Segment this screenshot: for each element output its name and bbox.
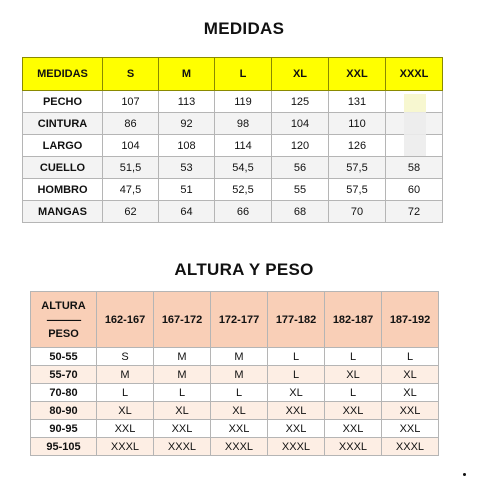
header-cell: XXL <box>329 58 386 91</box>
table-cell: XL <box>268 384 325 402</box>
row-label: 80-90 <box>31 402 97 420</box>
table-cell: XXXL <box>382 438 439 456</box>
table-cell: M <box>211 348 268 366</box>
table-cell: 47,5 <box>103 179 159 201</box>
table-cell: L <box>325 348 382 366</box>
table-row <box>31 366 439 384</box>
table-cell: 119 <box>215 91 272 113</box>
medidas-title: MEDIDAS <box>203 19 285 38</box>
table-cell: L <box>268 348 325 366</box>
table-cell: XL <box>211 402 268 420</box>
table-cell: XXXL <box>154 438 211 456</box>
image-artifact <box>404 94 426 112</box>
table-cell: M <box>97 366 154 384</box>
table-cell: XL <box>154 402 211 420</box>
table-row <box>31 384 439 402</box>
table-cell: XXXL <box>268 438 325 456</box>
table-cell: 120 <box>272 135 329 157</box>
table-cell: XXXL <box>325 438 382 456</box>
table-row <box>23 135 443 157</box>
header-cell: 187-192 <box>382 292 439 348</box>
height-weight-table <box>30 291 439 456</box>
table-row <box>31 420 439 438</box>
table-cell: 104 <box>272 113 329 135</box>
row-label: CINTURA <box>23 113 103 135</box>
table-cell: XXL <box>268 402 325 420</box>
table-cell: 54,5 <box>215 157 272 179</box>
table-cell: XXL <box>211 420 268 438</box>
table-cell: L <box>325 384 382 402</box>
table-cell: 64 <box>159 201 215 223</box>
row-label: 95-105 <box>31 438 97 456</box>
table-row <box>31 402 439 420</box>
header-cell: XXXL <box>386 58 443 91</box>
table-cell: M <box>211 366 268 384</box>
row-label: PECHO <box>23 91 103 113</box>
header-cell: 167-172 <box>154 292 211 348</box>
table-cell: 56 <box>272 157 329 179</box>
table-cell: 92 <box>159 113 215 135</box>
table-cell: XL <box>325 366 382 384</box>
table-cell: 107 <box>103 91 159 113</box>
table-cell: 57,5 <box>329 157 386 179</box>
table-row <box>31 348 439 366</box>
table-cell: M <box>154 348 211 366</box>
row-label: 55-70 <box>31 366 97 384</box>
table-cell: 113 <box>159 91 215 113</box>
header-cell: L <box>215 58 272 91</box>
table-row <box>31 438 439 456</box>
table-cell: XXXL <box>211 438 268 456</box>
table-cell: 126 <box>329 135 386 157</box>
corner-altura: ALTURA <box>41 299 86 312</box>
table-cell: 108 <box>159 135 215 157</box>
header-cell: 182-187 <box>325 292 382 348</box>
table-cell: 72 <box>386 201 443 223</box>
altura-peso-title: ALTURA Y PESO <box>174 260 314 279</box>
table-cell: 68 <box>272 201 329 223</box>
table-cell: 86 <box>103 113 159 135</box>
header-cell: S <box>103 58 159 91</box>
table-cell: XXL <box>97 420 154 438</box>
table-cell: XXL <box>268 420 325 438</box>
table-row <box>23 201 443 223</box>
table-cell: M <box>154 366 211 384</box>
table-cell: 70 <box>329 201 386 223</box>
table-cell: 60 <box>386 179 443 201</box>
table-cell: 125 <box>272 91 329 113</box>
header-cell: 172-177 <box>211 292 268 348</box>
table-row <box>23 113 443 135</box>
row-label: 70-80 <box>31 384 97 402</box>
header-cell: 162-167 <box>97 292 154 348</box>
header-cell: M <box>159 58 215 91</box>
table-cell: L <box>154 384 211 402</box>
table-cell: XXL <box>325 402 382 420</box>
table-cell: L <box>268 366 325 384</box>
table-cell: 53 <box>159 157 215 179</box>
header-cell: XL <box>272 58 329 91</box>
row-label: LARGO <box>23 135 103 157</box>
table-cell: XL <box>97 402 154 420</box>
table-cell: L <box>382 348 439 366</box>
table-cell: 51,5 <box>103 157 159 179</box>
table-cell: XXL <box>325 420 382 438</box>
table-cell: XL <box>382 366 439 384</box>
row-label: HOMBRO <box>23 179 103 201</box>
measurements-table <box>22 57 443 223</box>
corner-cell <box>31 292 97 348</box>
table-cell: 114 <box>215 135 272 157</box>
measurements-header-row <box>23 58 443 91</box>
table-cell: S <box>97 348 154 366</box>
header-cell: 177-182 <box>268 292 325 348</box>
image-artifact <box>404 112 426 156</box>
table-cell: L <box>97 384 154 402</box>
table-row <box>23 179 443 201</box>
row-label: 90-95 <box>31 420 97 438</box>
table-cell: 104 <box>103 135 159 157</box>
table-cell: XXXL <box>97 438 154 456</box>
table-cell: XXL <box>382 402 439 420</box>
table-cell: XXL <box>382 420 439 438</box>
corner-divider: ----------------- <box>46 314 81 325</box>
table-cell: 110 <box>329 113 386 135</box>
row-label: CUELLO <box>23 157 103 179</box>
table-cell: 131 <box>329 91 386 113</box>
table-cell: 55 <box>272 179 329 201</box>
header-cell: MEDIDAS <box>23 58 103 91</box>
table-cell: 62 <box>103 201 159 223</box>
row-label: 50-55 <box>31 348 97 366</box>
table-row <box>23 91 443 113</box>
table-cell: 66 <box>215 201 272 223</box>
table-cell: 58 <box>386 157 443 179</box>
stray-dot <box>463 473 466 476</box>
table-cell: 98 <box>215 113 272 135</box>
height-header-row <box>31 292 439 348</box>
table-cell: L <box>211 384 268 402</box>
table-cell: XL <box>382 384 439 402</box>
table-cell: 52,5 <box>215 179 272 201</box>
table-row <box>23 157 443 179</box>
table-cell: 57,5 <box>329 179 386 201</box>
table-cell: XXL <box>154 420 211 438</box>
corner-peso: PESO <box>48 327 79 340</box>
row-label: MANGAS <box>23 201 103 223</box>
table-cell: 51 <box>159 179 215 201</box>
